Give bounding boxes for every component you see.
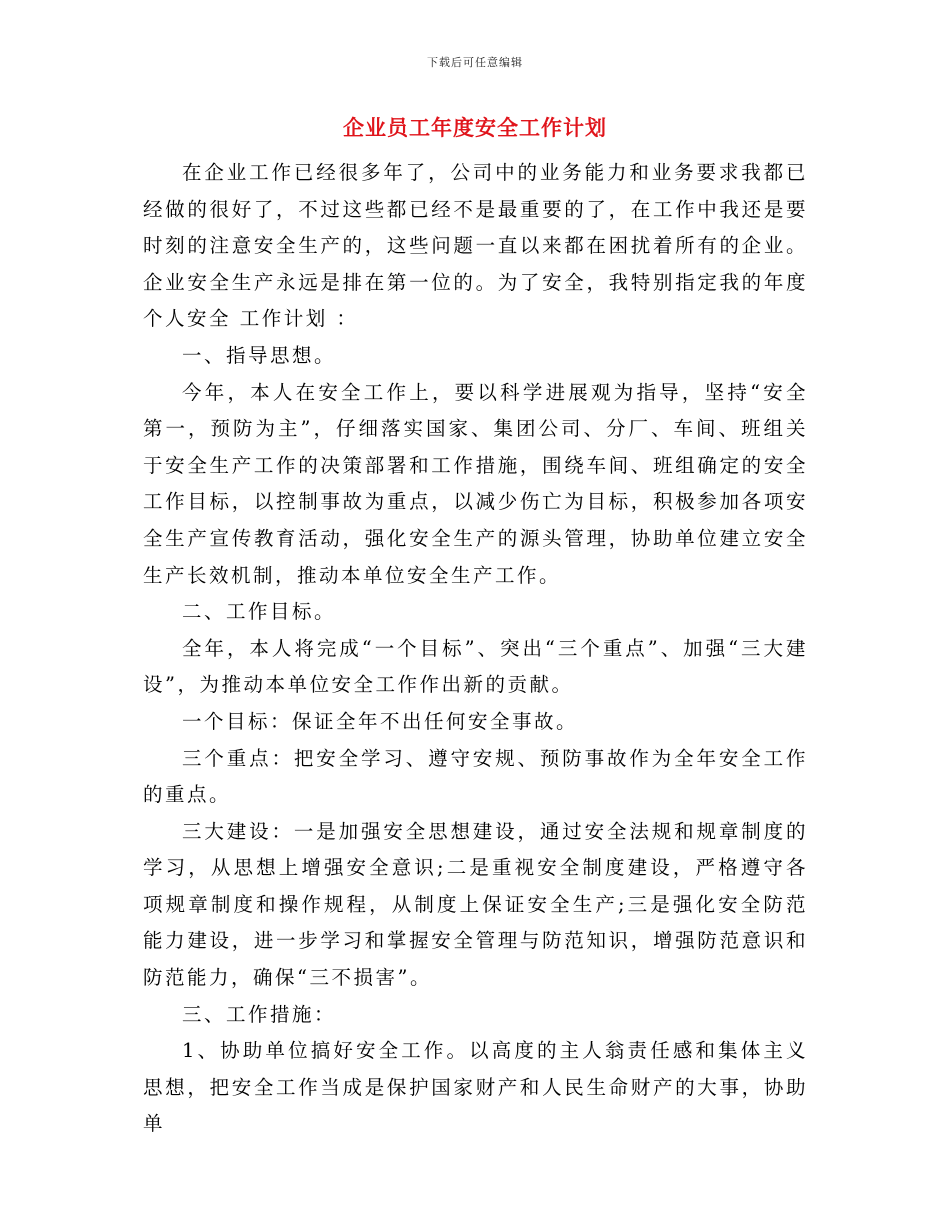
heading-work-goals: 二、工作目标。 (182, 600, 337, 624)
document-title: 企业员工年度安全工作计划 (343, 115, 607, 140)
heading-work-measures: 三、工作措施： (182, 1002, 337, 1026)
document-body (143, 155, 808, 1143)
paragraph-work-goals: 全年，本人将完成“一个目标”、突出“三个重点”、加强“三大建设”，为推动本单位安全工作作出新的贡献。 (143, 636, 808, 697)
heading-guiding-ideology: 一、指导思想。 (182, 343, 337, 367)
paragraph-one-goal: 一个目标：保证全年不出任何安全事故。 (182, 709, 579, 733)
paragraph-three-focuses: 三个重点：把安全学习、遵守安规、预防事故作为全年安全工作的重点。 (143, 746, 808, 807)
paragraph-guiding-ideology: 今年，本人在安全工作上，要以科学进展观为指导，坚持“安全第一，预防为主”，仔细落实国家、集团公司、分厂、车间、班组关于安全生产工作的决策部署和工作措施，围绕车间、班组确定的安全工作目标，以控制事故为重点，以减少伤亡为目标，积极参加各项安全生产宣传教育活动，强化安全生产的源头管理，协助单位建立安全生产长效机制，推动本单位安全生产工作。 (143, 380, 808, 587)
paragraph-measure-1: 1、协助单位搞好安全工作。以高度的主人翁责任感和集体主义思想，把安全工作当成是保护国家财产和人民生命财产的大事，协助单 (143, 1039, 808, 1136)
header-note: 下载后可任意编辑 (427, 56, 523, 69)
paragraph-intro: 在企业工作已经很多年了，公司中的业务能力和业务要求我都已经做的很好了，不过这些都已经不是最重要的了，在工作中我还是要时刻的注意安全生产的，这些问题一直以来都在困扰着所有的企业。企业安全生产永远是排在第一位的。为了安全，我特别指定我的年度个人安全 工作计划 ： (143, 161, 808, 331)
paragraph-three-constructions: 三大建设：一是加强安全思想建设，通过安全法规和规章制度的学习，从思想上增强安全意识;二是重视安全制度建设，严格遵守各项规章制度和操作规程，从制度上保证安全生产;三是强化安全防范能力建设，进一步学习和掌握安全管理与防范知识，增强防范意识和防范能力，确保“三不损害”。 (143, 819, 808, 990)
